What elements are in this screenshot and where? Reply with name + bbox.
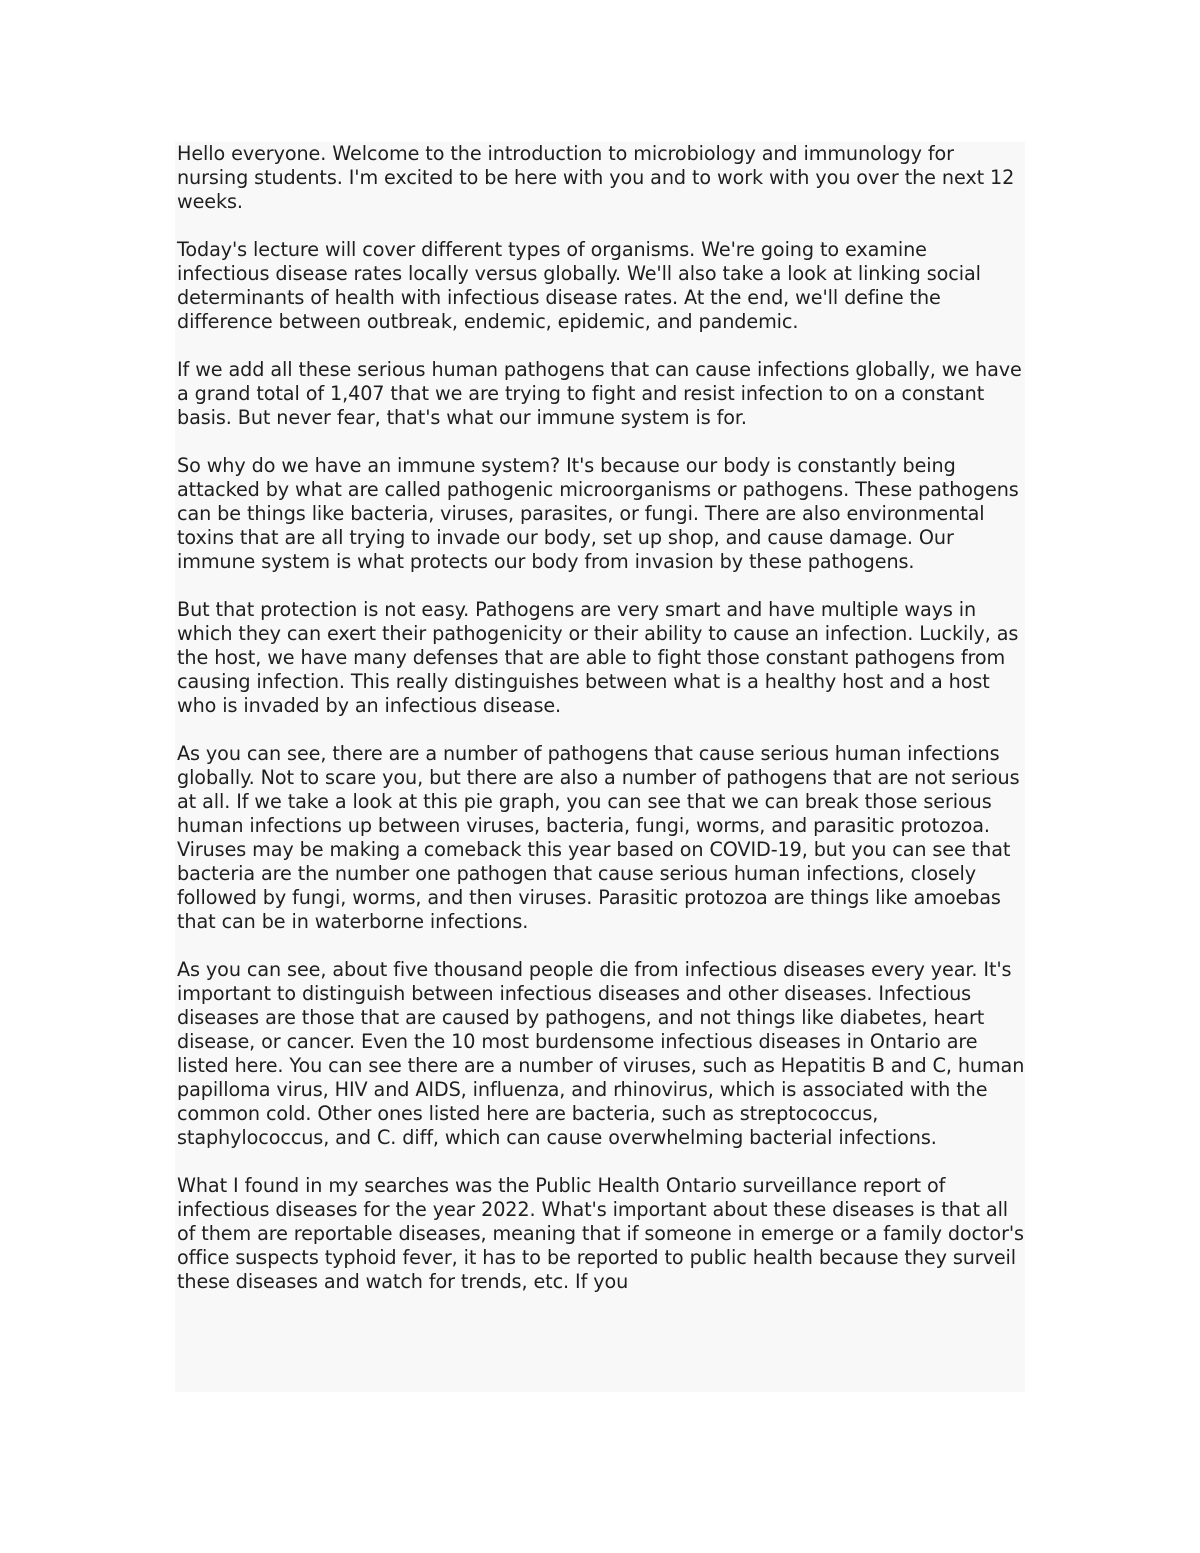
paragraph-lecture-overview: Today's lecture will cover different types of organisms. We're going to examine infectious disease rates locally versus globally. We'll also take a look at linking social determinants of health with infectious disease rates. At the end, we'll define the difference between outbreak, endemic, epidemic, and pandemic. [177, 238, 981, 333]
paragraph-ontario-burden: As you can see, about five thousand people die from infectious diseases every year. It's important to distinguish between infectious diseases and other diseases. Infectious diseases are those that are caused by pathogens, and not things like diabetes, heart disease, or cancer. Even the 10 most burdensome infectious diseases in Ontario are listed here. You can see there are a number of viruses, such as Hepatitis B and C, human papilloma virus, HIV and AIDS, influenza, and rhinovirus, which is associated with the common cold. Other ones listed here are bacteria, such as streptococcus, staphylococcus, and C. diff, which can cause overwhelming bacterial infections. [177, 958, 1025, 1149]
paragraph-welcome: Hello everyone. Welcome to the introduction to microbiology and immunology for nursing students. I'm excited to be here with you and to work with you over the next 12 weeks. [177, 142, 1015, 213]
paragraph-pathogen-total: If we add all these serious human pathogens that can cause infections globally, we have a grand total of 1,407 that we are trying to fight and resist infection to on a constant basis. But never fear, that's what our immune system is for. [177, 358, 1022, 429]
paragraph-host-defenses: But that protection is not easy. Pathogens are very smart and have multiple ways in which they can exert their pathogenicity or their ability to cause an infection. Luckily, as the host, we have many defenses that are able to fight those constant pathogens from causing infection. This really distinguishes between what is a healthy host and a host who is invaded by an infectious disease. [177, 598, 1019, 717]
paragraph-pie-graph: As you can see, there are a number of pathogens that cause serious human infections globally. Not to scare you, but there are also a number of pathogens that are not serious at all. If we take a look at this pie graph, you can see that we can break those serious human infections up between viruses, bacteria, fungi, worms, and parasitic protozoa. Viruses may be making a comeback this year based on COVID-19, but you can see that bacteria are the number one pathogen that cause serious human infections, closely followed by fungi, worms, and then viruses. Parasitic protozoa are things like amoebas that can be in waterborne infections. [177, 742, 1020, 933]
lecture-transcript [175, 142, 1025, 1392]
paragraph-surveillance-report: What I found in my searches was the Public Health Ontario surveillance report of infectious diseases for the year 2022. What's important about these diseases is that all of them are reportable diseases, meaning that if someone in emerge or a family doctor's office suspects typhoid fever, it has to be reported to public health because they surveil these diseases and watch for trends, etc. If you [177, 1174, 1024, 1293]
paragraph-immune-system: So why do we have an immune system? It's because our body is constantly being attacked by what are called pathogenic microorganisms or pathogens. These pathogens can be things like bacteria, viruses, parasites, or fungi. There are also environmental toxins that are all trying to invade our body, set up shop, and cause damage. Our immune system is what protects our body from invasion by these pathogens. [177, 454, 1019, 573]
